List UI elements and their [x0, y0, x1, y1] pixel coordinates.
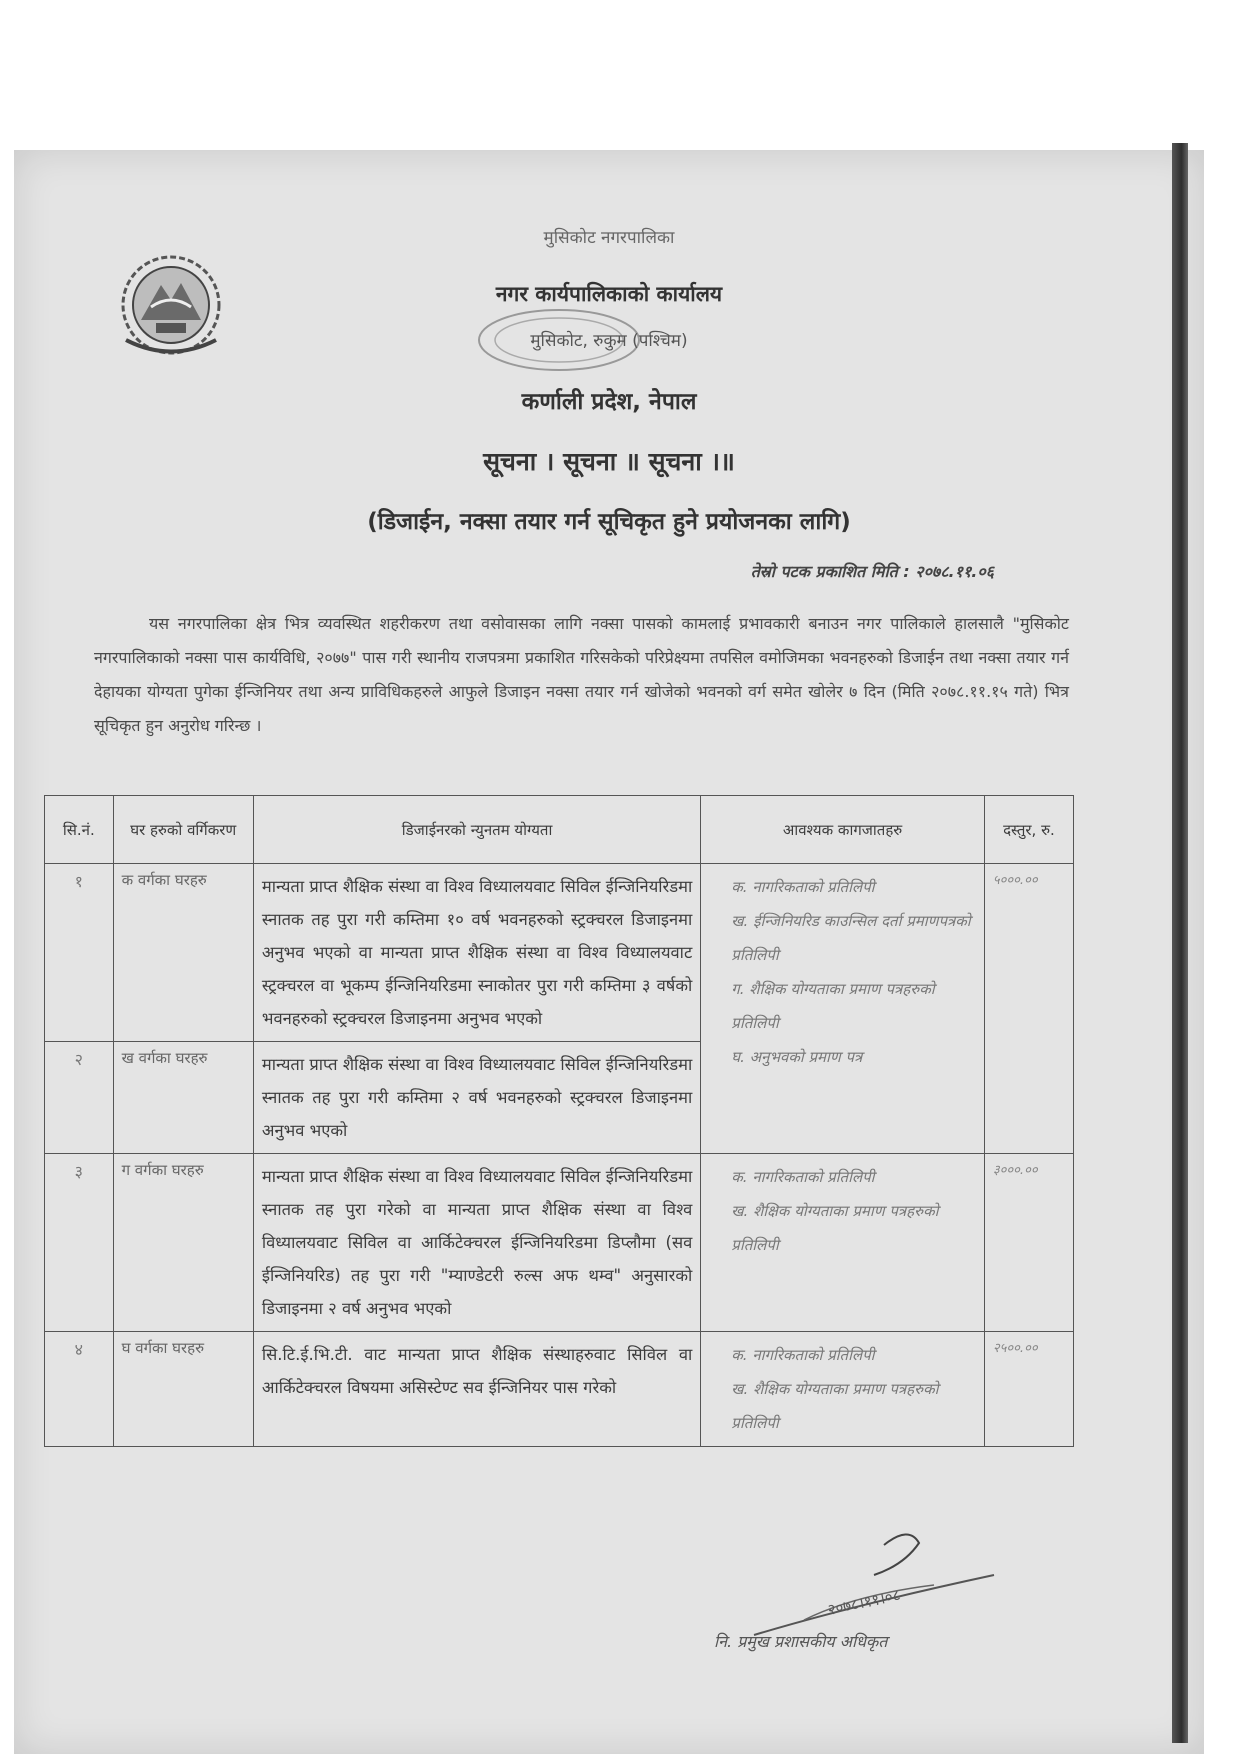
- row-sn: ४: [45, 1332, 114, 1447]
- document-item: ख. शैक्षिक योग्यताका प्रमाण पत्रहरुको प्रतिलिपी: [731, 1202, 939, 1254]
- row-fee: ५०००.००: [984, 864, 1073, 1154]
- row-classification: ख वर्गका घरहरु: [113, 1042, 253, 1154]
- table-row: [45, 1154, 1074, 1332]
- office-name: नगर कार्यपालिकाको कार्यालय: [495, 282, 723, 306]
- body-paragraph: यस नगरपालिका क्षेत्र भित्र व्यवस्थित शहरीकरण तथा वसोवासका लागि नक्सा पासको कामलाई प्रभावकारी बनाउन नगर पालिकाले हालसालै "मुसिकोट नगरपालिकाको नक्सा पास कार्यविधि, २०७७" पास गरी स्थानीय राजपत्रमा प्रकाशित गरिसकेको परिप्रेक्ष्यमा तपसिल वमोजिमका भवनहरुको डिजाईन तथा नक्सा तयार गर्न देहायका योग्यता पुगेका ईन्जिनियर तथा अन्य प्राविधिकहरुले आफुले डिजाइन नक्सा तयार गर्न खोजेको भवनको वर्ग समेत खोलेर ७ दिन (मिति २०७८.११.१५ गते) भित्र सूचिकृत हुन अनुरोध गरिन्छ ।: [94, 614, 1069, 735]
- header-documents: आवश्यक कागजातहरु: [701, 796, 985, 864]
- province-name: कर्णाली प्रदेश, नेपाल: [521, 389, 697, 415]
- publication-date: तेस्रो पटक प्रकाशित मिति : २०७८.११.०६: [750, 562, 994, 581]
- header-classification: घर हरुको वर्गिकरण: [113, 796, 253, 864]
- row-documents: [701, 1154, 985, 1332]
- document-item: क. नागरिकताको प्रतिलिपी: [731, 1346, 875, 1364]
- row-qualification: मान्यता प्राप्त शैक्षिक संस्था वा विश्व विध्यालयवाट सिविल ईन्जिनियरिडमा स्नातक तह पुरा गरेको वा मान्यता प्राप्त शैक्षिक संस्था वा विश्व विध्यालयवाट सिविल वा आर्किटेक्चरल ईन्जिनियरिडमा डिप्लौमा (सव ईन्जिनियरिड) तह पुरा गरी "म्याण्डेटरी रुल्स अफ थम्व" अनुसारको डिजाइनमा २ वर्ष अनुभव भएको: [253, 1154, 700, 1332]
- document-item: घ. अनुभवको प्रमाण पत्र: [731, 1048, 863, 1066]
- row-fee: २५००.००: [984, 1332, 1073, 1447]
- document-item: ग. शैक्षिक योग्यताका प्रमाण पत्रहरुको प्रतिलिपी: [731, 980, 935, 1032]
- row-documents: [701, 864, 985, 1154]
- row-fee: ३०००.००: [984, 1154, 1073, 1332]
- signature-icon: [734, 1515, 1004, 1645]
- header-fee: दस्तुर, रु.: [984, 796, 1073, 864]
- notice-purpose: (डिजाईन, नक्सा तयार गर्न सूचिकृत हुने प्रयोजनका लागि): [367, 509, 851, 535]
- document-item: ख. शैक्षिक योग्यताका प्रमाण पत्रहरुको प्रतिलिपी: [731, 1380, 939, 1432]
- header-qualification: डिजाईनरको न्युनतम योग्यता: [253, 796, 700, 864]
- document-page: [14, 150, 1204, 1754]
- municipality-name: मुसिकोट नगरपालिका: [543, 228, 675, 248]
- signature-date: २०७८।११।०८: [826, 1585, 903, 1619]
- document-item: ख. ईन्जिनियरिड काउन्सिल दर्ता प्रमाणपत्रको प्रतिलिपी: [731, 912, 971, 964]
- row-documents: [701, 1332, 985, 1447]
- row-classification: ग वर्गका घरहरु: [113, 1154, 253, 1332]
- table-row: [45, 1332, 1074, 1447]
- document-item: क. नागरिकताको प्रतिलिपी: [731, 1168, 875, 1186]
- row-qualification: मान्यता प्राप्त शैक्षिक संस्था वा विश्व विध्यालयवाट सिविल ईन्जिनियरिडमा स्नातक तह पुरा गरी कम्तिमा १० वर्ष भवनहरुको स्ट्रक्चरल डिजाइनमा अनुभव भएको वा मान्यता प्राप्त शैक्षिक संस्था वा विश्व विध्यालयवाट स्ट्रक्चरल वा भूकम्प ईन्जिनियरिडमा स्नाकोतर पुरा गरी कम्तिमा ३ वर्षको भवनहरुको स्ट्रक्चरल डिजाइनमा अनुभव भएको: [253, 864, 700, 1042]
- document-item: क. नागरिकताको प्रतिलिपी: [731, 878, 875, 896]
- requirements-table: [44, 795, 1074, 1447]
- table-row: [45, 864, 1074, 1042]
- scan-edge: [1172, 143, 1188, 1743]
- row-qualification: सि.टि.ई.भि.टी. वाट मान्यता प्राप्त शैक्षिक संस्थाहरुवाट सिविल वा आर्किटेक्चरल विषयमा असिस्टेण्ट सव ईन्जिनियर पास गरेको: [253, 1332, 700, 1447]
- row-sn: १: [45, 864, 114, 1042]
- row-qualification: मान्यता प्राप्त शैक्षिक संस्था वा विश्व विध्यालयवाट सिविल ईन्जिनियरिडमा स्नातक तह पुरा गरी कम्तिमा २ वर्ष भवनहरुको स्ट्रक्चरल डिजाइनमा अनुभव भएको: [253, 1042, 700, 1154]
- signatory-title: नि. प्रमुख प्रशासकीय अधिकृत: [714, 1632, 888, 1651]
- row-classification: घ वर्गका घरहरु: [113, 1332, 253, 1447]
- row-sn: २: [45, 1042, 114, 1154]
- row-classification: क वर्गका घरहरु: [113, 864, 253, 1042]
- district-name: मुसिकोट, रुकुम (पश्चिम): [530, 331, 688, 351]
- header-sn: सि.नं.: [45, 796, 114, 864]
- row-sn: ३: [45, 1154, 114, 1332]
- notice-title: सूचना । सूचना ॥ सूचना ।॥: [483, 447, 735, 476]
- table-header-row: [45, 796, 1074, 864]
